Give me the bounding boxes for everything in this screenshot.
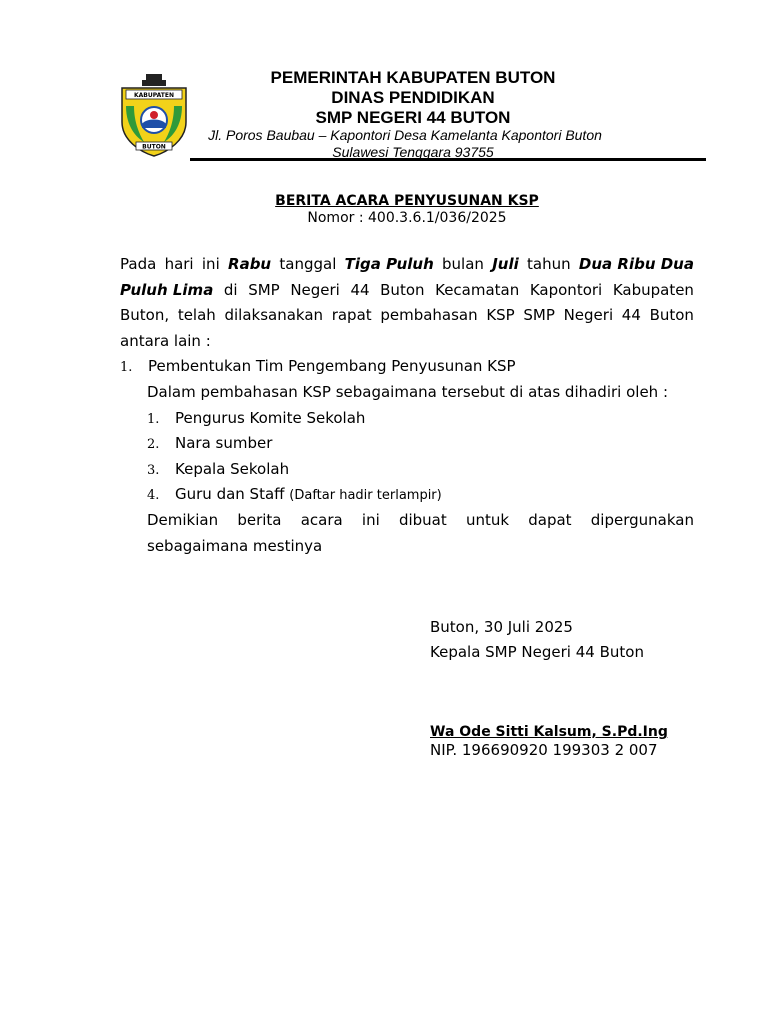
list-item-1 <box>120 357 694 375</box>
word: Negeri <box>290 281 340 299</box>
word: ini <box>361 511 380 529</box>
word: Pada <box>120 255 157 273</box>
document-number: Nomor : 400.3.6.1/036/2025 <box>307 210 507 226</box>
word: KSP <box>486 306 515 324</box>
word: ini <box>201 255 220 273</box>
word: Buton, <box>120 306 170 324</box>
word: dapat <box>528 511 572 529</box>
header-department: DINAS PENDIDIKAN <box>331 88 495 107</box>
month-name: Juli <box>492 255 519 273</box>
word: SMP <box>248 281 280 299</box>
sub-list-item <box>147 460 721 478</box>
word: Demikian <box>147 511 219 529</box>
word: pembahasan <box>380 306 478 324</box>
list-text: Guru dan Staff <box>175 485 285 503</box>
word: Kapontori <box>529 281 603 299</box>
paragraph-line-3 <box>120 306 694 324</box>
word: dibuat <box>398 511 447 529</box>
logo-top-text: KABUPATEN <box>134 92 174 99</box>
word: tanggal <box>279 255 337 273</box>
list-text: Pembentukan Tim Pengembang Penyusunan KSP <box>148 357 516 375</box>
word: rapat <box>331 306 372 324</box>
attendance-note: (Daftar hadir terlampir) <box>289 488 442 503</box>
word: hari <box>164 255 194 273</box>
list-number: 2. <box>147 437 160 452</box>
signature-position: Kepala SMP Negeri 44 Buton <box>430 643 644 661</box>
word: Buton <box>380 281 425 299</box>
list-text: Kepala Sekolah <box>175 460 290 478</box>
attended-intro: Dalam pembahasan KSP sebagaimana tersebut di atas dihadiri oleh : <box>147 383 669 401</box>
document-title: BERITA ACARA PENYUSUNAN KSP <box>275 193 539 209</box>
word: bulan <box>442 255 484 273</box>
word: di <box>223 281 238 299</box>
signatory-name: Wa Ode Sitti Kalsum, S.Pd.Ing <box>430 724 668 740</box>
sub-list-item <box>147 485 721 503</box>
list-text: Pengurus Komite Sekolah <box>175 409 366 427</box>
sub-list-item <box>147 409 721 427</box>
paragraph-line-2 <box>120 281 694 299</box>
list-number: 4. <box>147 488 160 503</box>
word: 44 <box>621 306 641 324</box>
word: Negeri <box>563 306 614 324</box>
header-address-line2: Sulawesi Tenggara 93755 <box>332 144 494 160</box>
header-school: SMP NEGERI 44 BUTON <box>315 108 511 127</box>
closing-line-2: sebagaimana mestinya <box>147 537 323 555</box>
word: 44 <box>350 281 370 299</box>
header-government: PEMERINTAH KABUPATEN BUTON <box>270 68 556 87</box>
closing-line-1 <box>147 511 694 529</box>
list-number: 1. <box>120 360 133 375</box>
word: dilaksanakan <box>224 306 324 324</box>
header-divider <box>190 158 706 161</box>
list-text: Nara sumber <box>175 434 273 452</box>
list-number: 1. <box>147 412 160 427</box>
word: telah <box>177 306 216 324</box>
word: tahun <box>527 255 571 273</box>
list-number: 3. <box>147 463 160 478</box>
word: Kecamatan <box>435 281 520 299</box>
day-name: Rabu <box>228 255 272 273</box>
word: Buton <box>649 306 694 324</box>
paragraph-line-4: antara lain : <box>120 332 211 350</box>
word: acara <box>300 511 343 529</box>
word: Kabupaten <box>612 281 694 299</box>
word: untuk <box>465 511 510 529</box>
logo-bottom-text: BUTON <box>142 143 166 151</box>
word: berita <box>237 511 282 529</box>
date-words: Tiga Puluh <box>344 255 434 273</box>
sub-list-item <box>147 434 721 452</box>
paragraph-line-1 <box>120 255 694 273</box>
signatory-nip: NIP. 196690920 199303 2 007 <box>430 741 658 759</box>
signature-place-date: Buton, 30 Juli 2025 <box>430 618 573 636</box>
word: SMP <box>523 306 555 324</box>
year-words-a: Dua Ribu Dua <box>578 255 694 273</box>
word: dipergunakan <box>590 511 694 529</box>
header-address-line1: Jl. Poros Baubau – Kapontori Desa Kamelanta Kapontori Buton <box>208 127 602 143</box>
year-words-b: Puluh Lima <box>120 281 214 299</box>
